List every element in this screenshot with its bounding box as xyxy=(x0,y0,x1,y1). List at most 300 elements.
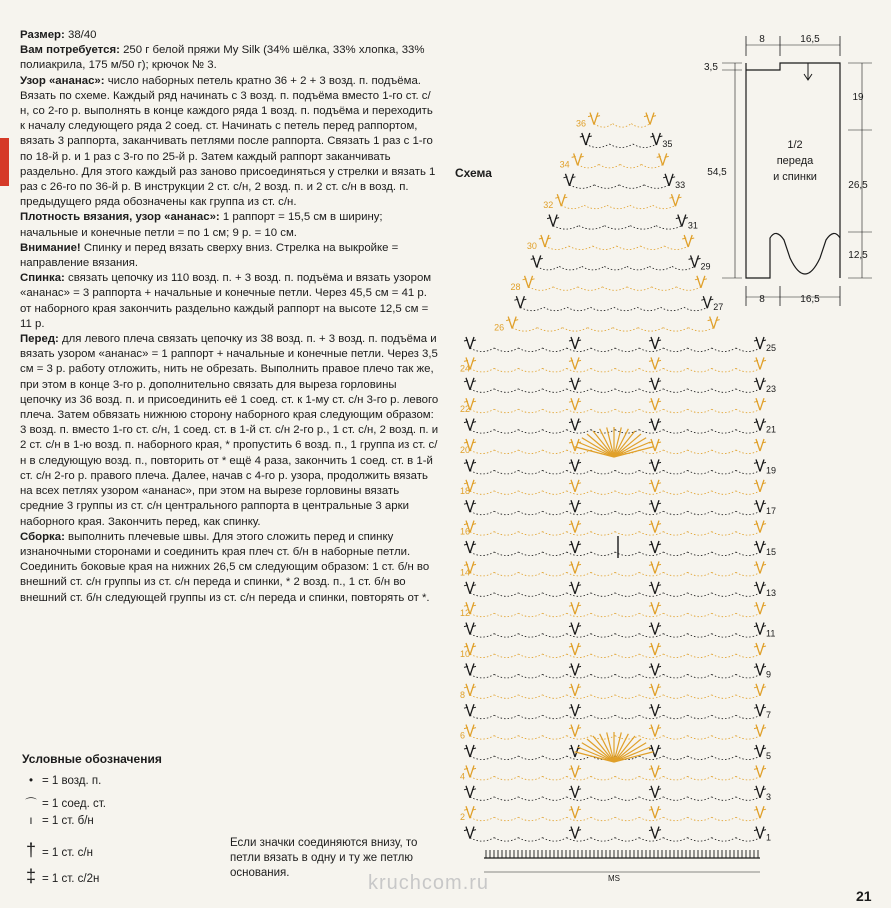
dc-stitch xyxy=(760,480,764,492)
chain-arc xyxy=(567,368,591,372)
chain-arc xyxy=(614,307,637,311)
dc-stitch xyxy=(575,439,579,451)
chain-arc xyxy=(615,695,639,699)
dc-stitch xyxy=(655,786,659,798)
chain-arc xyxy=(736,532,760,536)
dc-stitch xyxy=(470,378,474,390)
dc-stitch xyxy=(575,684,579,696)
chain-arc xyxy=(470,776,494,780)
legend-item-dc: † = 1 ст. с/н xyxy=(20,840,93,861)
chain-arc xyxy=(470,368,494,372)
dc-stitch xyxy=(466,663,470,675)
dc-stitch xyxy=(575,378,579,390)
dc-stitch xyxy=(655,643,659,655)
chain-arc xyxy=(470,552,494,556)
chain-arc xyxy=(494,715,518,719)
chain-arc xyxy=(494,430,518,434)
chain-arc xyxy=(518,613,542,617)
dc-stitch xyxy=(470,541,474,553)
chain-arc xyxy=(494,634,518,638)
row-label: 22 xyxy=(460,404,471,415)
chain-arc xyxy=(712,736,736,740)
dc-stitch xyxy=(659,153,663,165)
chain-arc xyxy=(569,185,594,189)
chain-arc xyxy=(736,838,760,842)
dc-stitch xyxy=(571,745,575,757)
dc-stitch xyxy=(571,439,575,451)
chain-arc xyxy=(640,246,664,250)
chain-arc xyxy=(688,491,712,495)
chain-arc xyxy=(639,715,663,719)
chain-arc xyxy=(567,634,591,638)
chain-arc xyxy=(615,368,639,372)
dc-stitch xyxy=(557,194,561,206)
back-paragraph: Спинка: связать цепочку из 110 возд. п. + 3 возд. п. подъёма и вязать узором «ананас» = 3 раппорта + начальные и конечные петли. Через 45,5 см = 41 р. от наборного края закончить раздельно каждый раппорт на высоте 12,5 см = 11 р. xyxy=(20,272,432,330)
chain-arc xyxy=(494,450,518,454)
row-label: 6 xyxy=(460,730,466,741)
chain-arc xyxy=(712,613,736,617)
row-label: 12 xyxy=(460,608,471,619)
dc-stitch xyxy=(651,419,655,431)
dc-stitch xyxy=(655,357,659,369)
dc-stitch xyxy=(756,806,760,818)
chain-arc xyxy=(639,674,663,678)
chain-arc xyxy=(578,164,599,168)
dc-stitch xyxy=(760,357,764,369)
row-label: 11 xyxy=(766,628,776,639)
row-label: 25 xyxy=(766,343,777,353)
dc-stitch xyxy=(575,806,579,818)
dc-stitch xyxy=(651,541,655,553)
chain-arc xyxy=(470,613,494,617)
chain-arc xyxy=(712,695,736,699)
dc-stitch xyxy=(571,419,575,431)
chain-arc xyxy=(639,593,663,597)
chain-arc xyxy=(639,613,663,617)
chain-arc xyxy=(593,246,617,250)
chain-arc xyxy=(736,695,760,699)
dc-stitch xyxy=(466,378,470,390)
dc-stitch xyxy=(571,725,575,737)
chain-arc xyxy=(639,797,663,801)
dc-stitch xyxy=(651,602,655,614)
chain-arc xyxy=(591,613,615,617)
chain-arc xyxy=(470,695,494,699)
dc-stitch xyxy=(756,827,760,839)
chain-arc xyxy=(688,328,713,332)
chain-arc xyxy=(736,715,760,719)
chain-arc xyxy=(630,205,653,209)
chain-arc xyxy=(567,695,591,699)
chain-arc xyxy=(543,654,567,658)
chain-arc xyxy=(567,552,591,556)
dc-stitch xyxy=(655,582,659,594)
chain-arc xyxy=(567,389,591,393)
chain-arc xyxy=(494,491,518,495)
dc-stitch xyxy=(575,561,579,573)
dc-stitch xyxy=(571,480,575,492)
dc-stitch xyxy=(549,215,553,227)
chain-arc xyxy=(736,552,760,556)
dc-stitch xyxy=(594,113,598,125)
dc-stitch xyxy=(571,827,575,839)
dc-stitch xyxy=(651,357,655,369)
dc-stitch xyxy=(553,215,557,227)
chain-arc xyxy=(591,715,615,719)
row-label: 14 xyxy=(460,567,471,578)
double-crochet-icon: † xyxy=(25,840,36,860)
front-paragraph: Перед: для левого плеча связать цепочку из 38 возд. п. + 3 возд. п. подъёма и вязать узором «ананас» = 1 раппорт + начальные и конечные петли. Через 3,5 см = 3 р. работу отложить, нить не обрезать. Выполнить правое плечо так же, при этом в конце 3-го р. дополнительно связать для выреза горловины цепочку из 36 возд. п. и присоединить её 1 соед. ст. к 1-му ст. с/н 3-го р. левого плеча. Затем обвязать нижнюю сторону наборного края следующим образом: 3 возд. п. вместо 1-го ст. с/н, 1 соед. ст. в 1-й ст. с/н 2-го р., 1 ст. с/н, 2 возд. п. и 2 ст. с/н в 1-ю возд. п. наборного края, * пропустить 6 возд. п., 1 группа из ст. с/н в следующую возд. п., повторить от * ещё 4 раза, закончить 1 соед. ст. в 1-й ст. с/н 2-го р. правого плеча. Далее, начав с 4-го р. узора, продолжить вязать на всех петлях узором «ананас», при этом на вырезе горловины вязать средние 3 группы из ст. с/н центрального раппорта в центральные 3 арки наборного края. Закончить перед, как спинку. xyxy=(20,333,439,528)
chain-arc xyxy=(543,736,567,740)
dc-stitch xyxy=(655,398,659,410)
dc-stitch xyxy=(756,500,760,512)
dc-stitch xyxy=(756,541,760,553)
chain-arc xyxy=(631,124,650,128)
chain-arc xyxy=(736,776,760,780)
chain-arc xyxy=(494,470,518,474)
dc-stitch xyxy=(682,215,686,227)
chain-arc xyxy=(494,613,518,617)
chain-arc xyxy=(663,695,687,699)
dc-stitch xyxy=(651,827,655,839)
chain-arc xyxy=(518,511,542,515)
chain-arc xyxy=(518,654,542,658)
dc-stitch xyxy=(466,827,470,839)
dc-stitch xyxy=(760,745,764,757)
dc-stitch xyxy=(470,602,474,614)
row-label: 1 xyxy=(766,832,772,843)
chain-arc xyxy=(652,287,677,291)
dc-stitch xyxy=(651,786,655,798)
chain-arc xyxy=(639,511,663,515)
chain-arc xyxy=(615,776,639,780)
dc-stitch xyxy=(575,500,579,512)
chain-arc xyxy=(494,572,518,576)
legend-item-tr: ‡ = 1 ст. с/2н xyxy=(20,866,99,887)
dc-stitch xyxy=(470,500,474,512)
dc-stitch xyxy=(574,153,578,165)
dim-upper: 19 xyxy=(852,92,864,103)
chain-arc xyxy=(470,715,494,719)
dc-stitch xyxy=(470,337,474,349)
chain-arc xyxy=(688,654,712,658)
chain-arc xyxy=(615,572,639,576)
chain-arc xyxy=(688,613,712,617)
chain-arc xyxy=(736,511,760,515)
dc-stitch xyxy=(466,541,470,553)
chain-arc xyxy=(712,817,736,821)
dc-stitch xyxy=(571,704,575,716)
chain-arc xyxy=(613,124,632,128)
row-label: 30 xyxy=(526,241,537,251)
chain-arc xyxy=(470,838,494,842)
dc-stitch xyxy=(760,500,764,512)
dc-stitch xyxy=(575,582,579,594)
dim-top-left: 8 xyxy=(759,34,765,45)
row-label: 36 xyxy=(576,118,587,129)
dc-stitch xyxy=(571,357,575,369)
dc-stitch xyxy=(651,663,655,675)
row-label: 15 xyxy=(766,547,777,557)
pattern-paragraph: Узор «ананас»: число наборных петель кратно 36 + 2 + 3 возд. п. подъёма. Вязать по схеме. Каждый ряд начинать с 3 возд. п. подъёма вместо 1-го ст. с/н, со 2-го р. выполнять в конце каждого ряда 1 возд. п. подъёма и переходить к началу следующего ряда 2 соед. ст. Начинать с петель перед раппортом, вязать 3 раппорта, заканчивать петлями после раппорта. Связать 1 раз с 1-го по 18-й р. и 1 раз с 3-го по 25-й р. Затем каждый раппорт заканчивать раздельно. Для этого каждый раз заново присоединяться у стрелки и вязать 1 раз с 26-го по 36-й р. В инструкции 2 ст. с/н, 2 возд. п. и 2 ст. с/н в возд. п. предыдущего ряда обозначены как группа из ст. с/н. xyxy=(20,74,436,209)
chain-arc xyxy=(663,389,687,393)
dc-stitch xyxy=(760,337,764,349)
chain-arc xyxy=(615,511,639,515)
chain-arc xyxy=(639,368,663,372)
chain-arc xyxy=(567,572,591,576)
dc-stitch xyxy=(760,827,764,839)
chain-arc xyxy=(591,511,615,515)
chain-arc xyxy=(615,674,639,678)
size-paragraph: Размер: 38/40 xyxy=(20,29,97,41)
dc-stitch xyxy=(756,704,760,716)
dc-stitch xyxy=(756,602,760,614)
dc-stitch xyxy=(571,623,575,635)
dc-stitch xyxy=(470,786,474,798)
chain-arc xyxy=(567,430,591,434)
chain-arc xyxy=(591,409,615,413)
chain-arc xyxy=(663,613,687,617)
chain-arc xyxy=(615,797,639,801)
dc-stitch xyxy=(470,704,474,716)
dc-stitch xyxy=(760,459,764,471)
dim-lower: 12,5 xyxy=(848,250,868,261)
dc-stitch xyxy=(656,133,660,145)
scheme-title: Схема xyxy=(455,166,492,180)
dc-stitch xyxy=(512,317,516,329)
dc-stitch xyxy=(571,806,575,818)
chain-arc xyxy=(615,654,639,658)
chain-arc xyxy=(688,552,712,556)
dc-stitch xyxy=(655,561,659,573)
chain-arc xyxy=(537,266,560,270)
dc-stitch xyxy=(571,765,575,777)
chain-arc xyxy=(591,817,615,821)
chain-arc xyxy=(578,287,603,291)
row-label: 20 xyxy=(460,445,471,455)
dc-stitch xyxy=(665,174,669,186)
dc-stitch xyxy=(756,786,760,798)
dc-stitch xyxy=(756,725,760,737)
dc-stitch xyxy=(655,663,659,675)
chain-arc xyxy=(649,266,672,270)
chain-arc xyxy=(639,572,663,576)
dc-stitch xyxy=(575,521,579,533)
chain-arc xyxy=(663,797,687,801)
chain-arc xyxy=(639,654,663,658)
chain-arc xyxy=(567,674,591,678)
chain-arc xyxy=(639,838,663,842)
chain-arc xyxy=(712,511,736,515)
dc-stitch xyxy=(655,337,659,349)
chain-arc xyxy=(615,715,639,719)
chain-arc xyxy=(518,552,542,556)
chain-arc xyxy=(688,532,712,536)
chain-arc xyxy=(591,348,615,352)
chain-arc xyxy=(512,328,537,332)
chain-arc xyxy=(712,552,736,556)
chain-arc xyxy=(736,470,760,474)
chain-arc xyxy=(543,450,567,454)
chain-arc xyxy=(663,674,687,678)
chain-arc xyxy=(663,776,687,780)
chain-arc xyxy=(663,572,687,576)
row-label: 21 xyxy=(766,424,777,435)
chain-arc xyxy=(663,552,687,556)
chain-arc xyxy=(518,593,542,597)
chain-arc xyxy=(617,246,641,250)
legend-title: Условные обозначения xyxy=(22,752,162,766)
chain-arc xyxy=(663,634,687,638)
chain-arc xyxy=(736,409,760,413)
dc-stitch xyxy=(470,459,474,471)
dc-stitch xyxy=(516,296,520,308)
dc-stitch xyxy=(756,643,760,655)
chain-arc xyxy=(543,695,567,699)
chain-arc xyxy=(590,307,613,311)
row-label: 28 xyxy=(510,281,521,292)
dc-stitch xyxy=(714,317,718,329)
dc-stitch xyxy=(571,602,575,614)
dc-stitch xyxy=(655,765,659,777)
chain-arc xyxy=(712,756,736,760)
dc-stitch xyxy=(651,500,655,512)
row-label: 18 xyxy=(460,485,471,496)
row-label: 35 xyxy=(662,139,673,149)
chain-arc xyxy=(688,368,712,372)
dc-stitch xyxy=(533,255,537,267)
chain-arc xyxy=(663,511,687,515)
row-label: 31 xyxy=(687,220,698,231)
chain-arc xyxy=(712,654,736,658)
chain-arc xyxy=(543,674,567,678)
dc-stitch xyxy=(470,745,474,757)
chain-arc xyxy=(494,593,518,597)
chain-arc xyxy=(543,776,567,780)
chain-arc xyxy=(712,715,736,719)
dc-stitch xyxy=(575,623,579,635)
row-label: 16 xyxy=(460,526,471,537)
chain-arc xyxy=(615,634,639,638)
chain-arc xyxy=(688,838,712,842)
chain-arc xyxy=(736,817,760,821)
dc-stitch xyxy=(756,419,760,431)
row-label: 8 xyxy=(460,689,466,700)
chain-arc xyxy=(567,470,591,474)
dc-stitch xyxy=(470,684,474,696)
dc-stitch xyxy=(466,725,470,737)
chain-arc xyxy=(672,266,695,270)
chain-arc xyxy=(663,736,687,740)
row-label: 2 xyxy=(460,812,466,823)
dc-stitch xyxy=(655,623,659,635)
dc-stitch xyxy=(651,704,655,716)
chain-arc xyxy=(518,470,542,474)
chain-arc xyxy=(620,164,641,168)
chain-arc xyxy=(543,797,567,801)
slip-stitch-icon: ⌒ xyxy=(25,798,37,810)
dc-stitch xyxy=(651,623,655,635)
chain-arc xyxy=(638,328,663,332)
dc-stitch xyxy=(651,582,655,594)
dc-stitch xyxy=(545,235,549,247)
watermark: kruchcom.ru xyxy=(368,872,490,894)
chain-arc xyxy=(591,532,615,536)
dc-stitch xyxy=(575,541,579,553)
chain-arc xyxy=(567,838,591,842)
dc-stitch xyxy=(466,684,470,696)
dc-stitch xyxy=(541,235,545,247)
chain-arc xyxy=(663,450,687,454)
dc-stitch xyxy=(652,133,656,145)
dc-stitch xyxy=(470,643,474,655)
dc-stitch xyxy=(651,480,655,492)
chain-arc xyxy=(656,226,682,230)
dim-height-total: 54,5 xyxy=(707,167,727,178)
chain-arc xyxy=(688,756,712,760)
chain-arc xyxy=(470,572,494,576)
chain-arc xyxy=(639,409,663,413)
chain-arc xyxy=(653,205,676,209)
ms-label: MS xyxy=(608,874,620,883)
chain-arc xyxy=(494,695,518,699)
chain-arc xyxy=(591,797,615,801)
chain-arc xyxy=(712,572,736,576)
dc-stitch xyxy=(537,255,541,267)
chain-arc xyxy=(518,715,542,719)
chain-arc xyxy=(584,205,607,209)
chain-arc xyxy=(470,409,494,413)
dc-stitch xyxy=(707,296,711,308)
chain-arc xyxy=(494,389,518,393)
dc-stitch xyxy=(760,582,764,594)
chain-arc xyxy=(615,838,639,842)
chain-arc xyxy=(591,674,615,678)
dc-stitch xyxy=(756,459,760,471)
dc-stitch xyxy=(466,500,470,512)
chain-arc xyxy=(604,266,627,270)
chain-arc xyxy=(567,613,591,617)
chain-arc xyxy=(494,817,518,821)
row-label: 26 xyxy=(494,322,505,333)
chain-arc xyxy=(639,695,663,699)
chain-arc xyxy=(688,715,712,719)
chain-arc xyxy=(639,776,663,780)
chain-arc xyxy=(543,511,567,515)
dc-stitch xyxy=(466,765,470,777)
chain-arc xyxy=(712,532,736,536)
dim-bottom-right: 16,5 xyxy=(800,294,820,305)
chain-arc xyxy=(688,348,712,352)
chain-arc xyxy=(633,144,657,148)
chain-arc xyxy=(494,409,518,413)
chain-arc xyxy=(567,736,591,740)
dc-stitch xyxy=(655,684,659,696)
dc-stitch xyxy=(466,745,470,757)
dc-stitch xyxy=(655,745,659,757)
dc-stitch xyxy=(575,704,579,716)
chain-arc xyxy=(518,491,542,495)
dc-stitch xyxy=(561,194,565,206)
chain-arc xyxy=(543,715,567,719)
chain-arc xyxy=(736,491,760,495)
chain-arc xyxy=(627,287,652,291)
dc-stitch xyxy=(760,398,764,410)
chain-arc xyxy=(588,328,613,332)
dc-stitch xyxy=(756,745,760,757)
dc-stitch xyxy=(669,174,673,186)
chain-arc xyxy=(663,430,687,434)
